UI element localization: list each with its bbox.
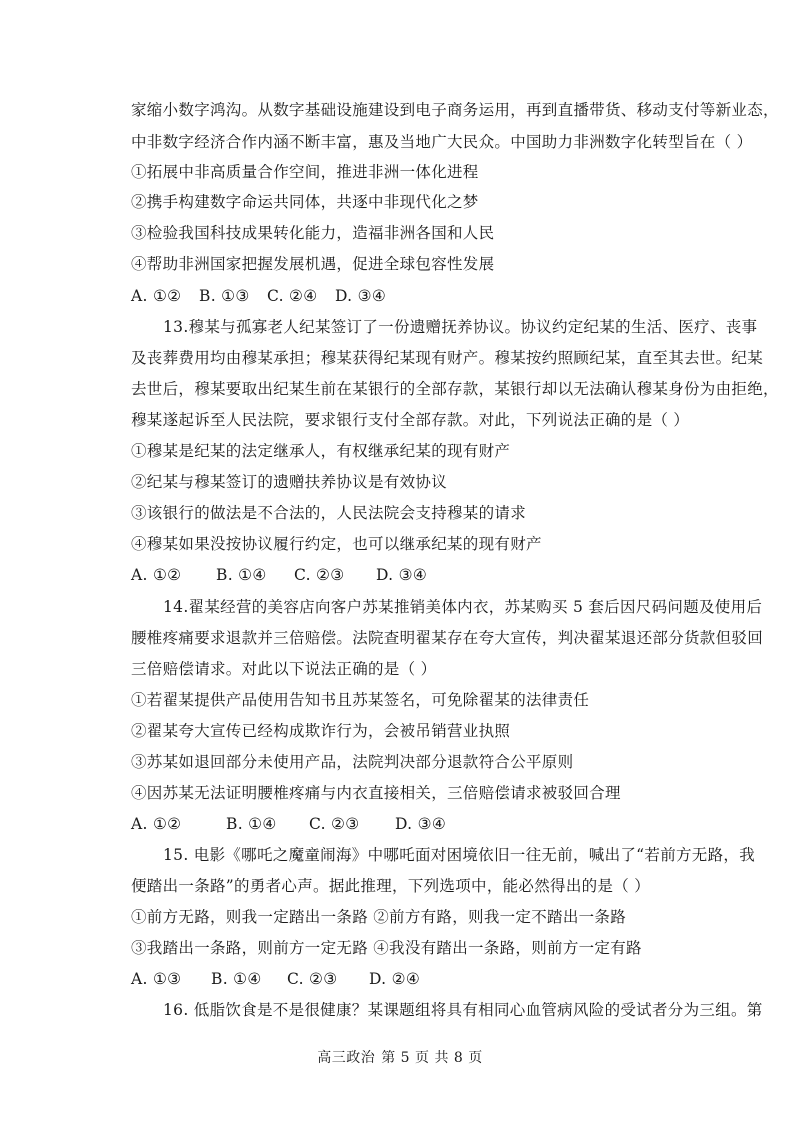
q15-options <box>131 969 420 989</box>
q14-stem-line-2: 腰椎疼痛要求退款并三倍赔偿。法院查明翟某存在夸大宣传，判决翟某退还部分货款但驳回 <box>131 629 764 647</box>
q14-option-b: B. ①④ <box>226 815 277 833</box>
q14-statement-3: ③苏某如退回部分未使用产品，法院判决部分退款符合公平原则 <box>131 753 574 771</box>
q15-option-c: C. ②③ <box>287 970 338 988</box>
q14-statement-4: ④因苏某无法证明腰椎疼痛与内衣直接相关，三倍赔偿请求被驳回合理 <box>131 784 621 802</box>
q12-statement-1: ①拓展中非高质量合作空间，推进非洲一体化进程 <box>131 163 479 181</box>
q12-statement-3: ③检验我国科技成果转化能力，造福非洲各国和人民 <box>131 224 495 242</box>
q12-option-d: D. ③④ <box>335 287 387 305</box>
q15-option-a: A. ①③ <box>131 970 182 988</box>
q12-option-a: A. ①② <box>131 287 182 305</box>
q15-statements-3-4: ③我踏出一条路，则前方一定无路 ④我没有踏出一条路，则前方一定有路 <box>131 939 642 957</box>
q14-stem-line-3: 三倍赔偿请求。对此以下说法正确的是（ ） <box>131 660 437 678</box>
q15-stem-line-1: 15. 电影《哪吒之魔童闹海》中哪吒面对困境依旧一往无前，喊出了“若前方无路，我 <box>163 846 756 864</box>
q16-stem-line-1: 16. 低脂饮食是不是很健康？某课题组将具有相同心血管病风险的受试者分为三组。第 <box>163 1001 763 1019</box>
q14-options <box>131 814 446 834</box>
q12-statement-2: ②携手构建数字命运共同体，共逐中非现代化之梦 <box>131 193 479 211</box>
q13-statement-1: ①穆某是纪某的法定继承人，有权继承纪某的现有财产 <box>131 442 511 460</box>
q12-option-c: C. ②④ <box>267 287 318 305</box>
q15-option-d: D. ②④ <box>369 970 421 988</box>
q13-option-b: B. ①④ <box>216 566 267 584</box>
q14-option-a: A. ①② <box>131 815 182 833</box>
q15-option-b: B. ①④ <box>211 970 262 988</box>
footer-subject: 高三政治 <box>317 1050 376 1066</box>
q13-statement-3: ③该银行的做法是不合法的，人民法院会支持穆某的请求 <box>131 504 527 522</box>
q13-option-c: C. ②③ <box>294 566 345 584</box>
q12-statement-4: ④帮助非洲国家把握发展机遇，促进全球包容性发展 <box>131 255 495 273</box>
q12-line-1: 家缩小数字鸿沟。从数字基础设施建设到电子商务运用，再到直播带货、移动支付等新业态， <box>131 101 779 119</box>
q14-statement-2: ②翟某夸大宣传已经构成欺诈行为，会被吊销营业执照 <box>131 722 511 740</box>
q13-statement-4: ④穆某如果没按协议履行约定，也可以继承纪某的现有财产 <box>131 535 542 553</box>
q13-options <box>131 565 427 585</box>
q13-option-d: D. ③④ <box>376 566 428 584</box>
page-footer <box>0 1047 800 1067</box>
q13-option-a: A. ①② <box>131 566 182 584</box>
q14-statement-1: ①若翟某提供产品使用告知书且苏某签名，可免除翟某的法律责任 <box>131 691 590 709</box>
q12-line-2: 中非数字经济合作内涵不断丰富，惠及当地广大民众。中国助力非洲数字化转型旨在（ ） <box>131 133 753 151</box>
footer-page-number: 第 5 页 共 8 页 <box>381 1050 483 1066</box>
q13-stem-line-4: 穆某遂起诉至人民法院，要求银行支付全部存款。对此，下列说法正确的是（ ） <box>131 411 690 429</box>
q14-option-d: D. ③④ <box>395 815 447 833</box>
q12-option-b: B. ①③ <box>199 287 250 305</box>
q12-options <box>131 286 386 306</box>
q15-statements-1-2: ①前方无路，则我一定踏出一条路 ②前方有路，则我一定不踏出一条路 <box>131 908 627 926</box>
q13-stem-line-1: 13.穆某与孤寡老人纪某签订了一份遗赠抚养协议。协议约定纪某的生活、医疗、丧事 <box>163 318 758 336</box>
q14-option-c: C. ②③ <box>309 815 360 833</box>
q13-stem-line-2: 及丧葬费用均由穆某承担；穆某获得纪某现有财产。穆某按约照顾纪某，直至其去世。纪某 <box>131 349 764 367</box>
q14-stem-line-1: 14.翟某经营的美容店向客户苏某推销美体内衣，苏某购买 5 套后因尺码问题及使用后 <box>163 598 763 616</box>
q13-stem-line-3: 去世后，穆某要取出纪某生前在某银行的全部存款，某银行却以无法确认穆某身份为由拒绝， <box>131 380 779 398</box>
q13-statement-2: ②纪某与穆某签订的遗赠扶养协议是有效协议 <box>131 473 448 491</box>
q15-stem-line-2: 便踏出一条路”的勇者心声。据此推理，下列选项中，能必然得出的是（ ） <box>131 877 651 895</box>
